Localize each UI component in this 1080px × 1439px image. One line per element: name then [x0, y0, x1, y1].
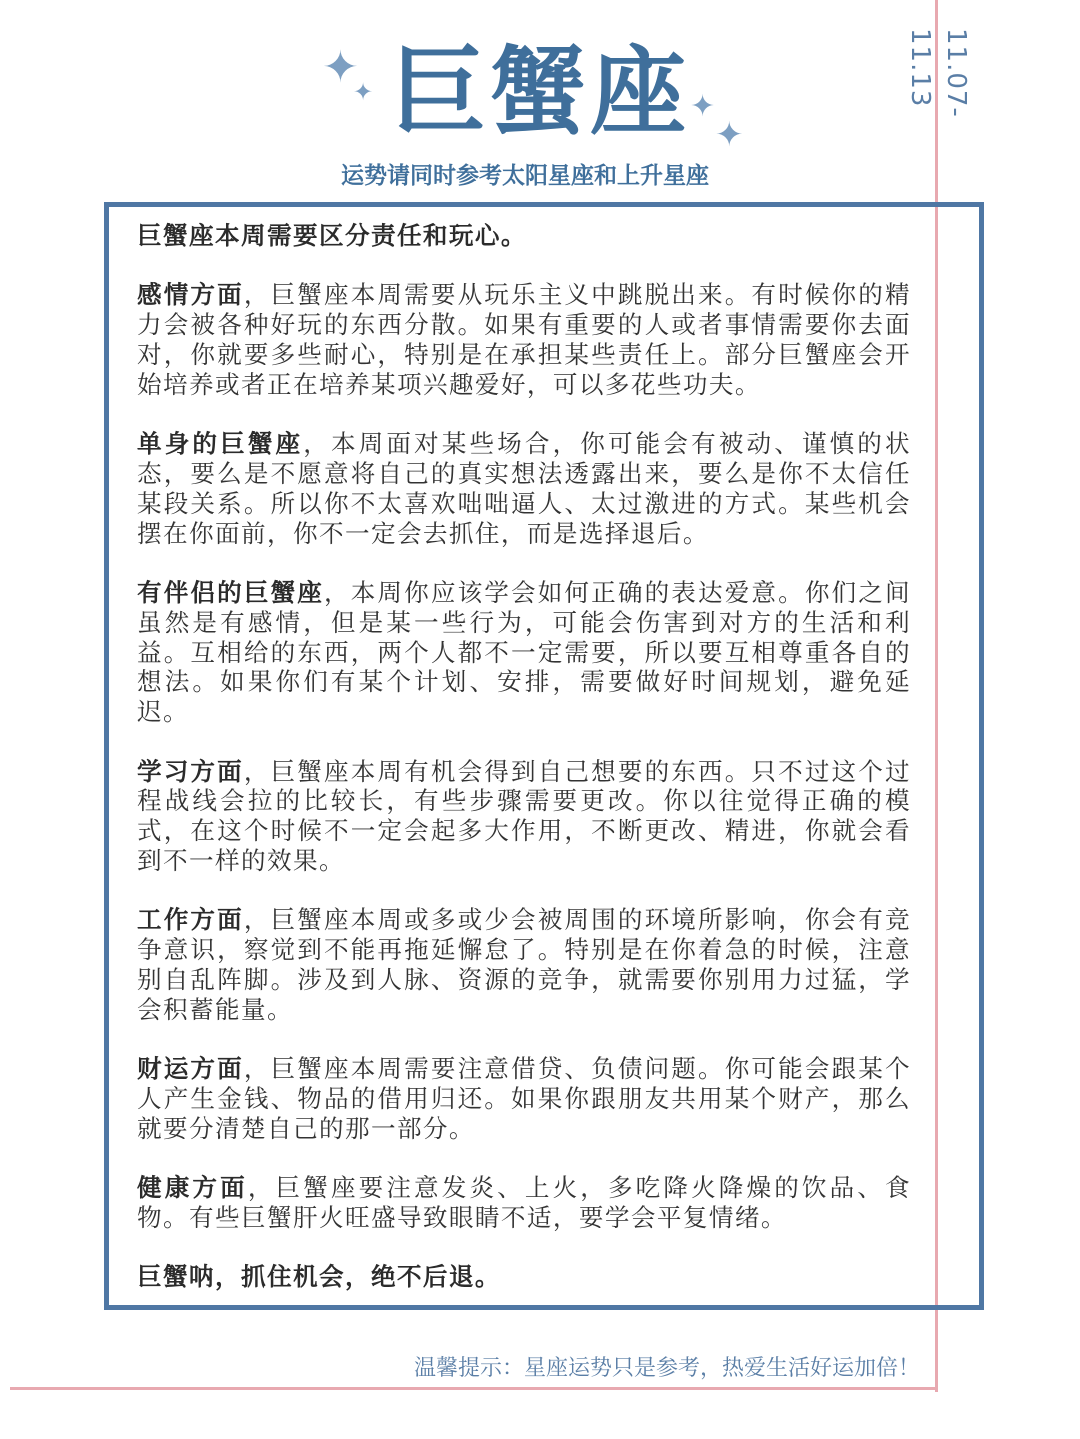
closing-line: 巨蟹呐，抓住机会，绝不后退。 [137, 1262, 501, 1292]
date-range: 11.07-11.13 [905, 28, 971, 118]
section-heading: 感情方面 [137, 280, 244, 310]
section-body: ，巨蟹座本周或多或少会被周围的环境所影响，你会有竞争意识，察觉到不能再拖延懈怠了。特别是在你着急的时候，注意别自乱阵脚。涉及到人脉、资源的竞争，就需要你别用力过猛，学会积蓄能量。 [137, 905, 911, 1024]
section-finance [137, 1054, 911, 1143]
sparkle-icon: ✦ [322, 42, 359, 93]
sparkle-icon: ✦ [690, 89, 716, 124]
section-study [137, 757, 911, 876]
footer-tip: 温馨提示：星座运势只是参考，热爱生活好运加倍！ [413, 1356, 920, 1381]
section-heading: 有伴侣的巨蟹座 [137, 577, 324, 607]
pink-horizontal-line [10, 1387, 938, 1390]
intro-line: 巨蟹座本周需要区分责任和玩心。 [137, 221, 527, 250]
section-heading: 财运方面 [137, 1054, 244, 1084]
section-heading: 学习方面 [137, 756, 244, 786]
section-body: ，巨蟹座要注意发炎、上火，多吃降火降燥的饮品、食物。有些巨蟹肝火旺盛导致眼睛不适，要学会平复情绪。 [137, 1173, 911, 1232]
section-heading: 单身的巨蟹座 [137, 429, 304, 459]
section-heading: 工作方面 [137, 905, 244, 935]
section-body: ，巨蟹座本周需要注意借贷、负债问题。你可能会跟某个人产生金钱、物品的借用归还。如果你跟朋友共用某个财产，那么就要分清楚自己的那一部分。 [137, 1054, 911, 1143]
section-work [137, 905, 911, 1024]
horoscope-content-box [104, 202, 984, 1310]
sparkle-icon: ✦ [715, 115, 744, 155]
section-body: ，本周面对某些场合，你可能会有被动、谨慎的状态，要么是不愿意将自己的真实想法透露出来，要么是你不太信任某段关系。所以你不太喜欢咄咄逼人、太过激进的方式。某些机会摆在你面前，你不一定会去抓住，而是选择退后。 [137, 429, 911, 548]
section-single [137, 429, 911, 548]
section-body: ，巨蟹座本周需要从玩乐主义中跳脱出来。有时候你的精力会被各种好玩的东西分散。如果有重要的人或者事情需要你去面对，你就要多些耐心，特别是在承担某些责任上。部分巨蟹座会开始培养或者正在培养某项兴趣爱好，可以多花些功夫。 [137, 280, 911, 399]
page-subtitle: 运势请同时参考太阳星座和上升星座 [341, 163, 709, 189]
section-health [137, 1173, 911, 1233]
section-love [137, 280, 911, 399]
section-partnered [137, 578, 911, 727]
section-body: ，巨蟹座本周有机会得到自己想要的东西。只不过这个过程战线会拉的比较长，有些步骤需要更改。你以往觉得正确的模式，在这个时候不一定会起多大作用，不断更改、精进，你就会看到不一样的效果。 [137, 756, 911, 875]
page-title: 巨蟹座 [390, 36, 690, 148]
sparkle-icon: ✦ [353, 78, 374, 106]
section-heading: 健康方面 [137, 1173, 248, 1203]
section-body: ，本周你应该学会如何正确的表达爱意。你们之间虽然是有感情，但是某一些行为，可能会伤害到对方的生活和利益。互相给的东西，两个人都不一定需要，所以要互相尊重各自的想法。如果你们有某个计划、安排，需要做好时间规划，避免延迟。 [137, 577, 911, 727]
